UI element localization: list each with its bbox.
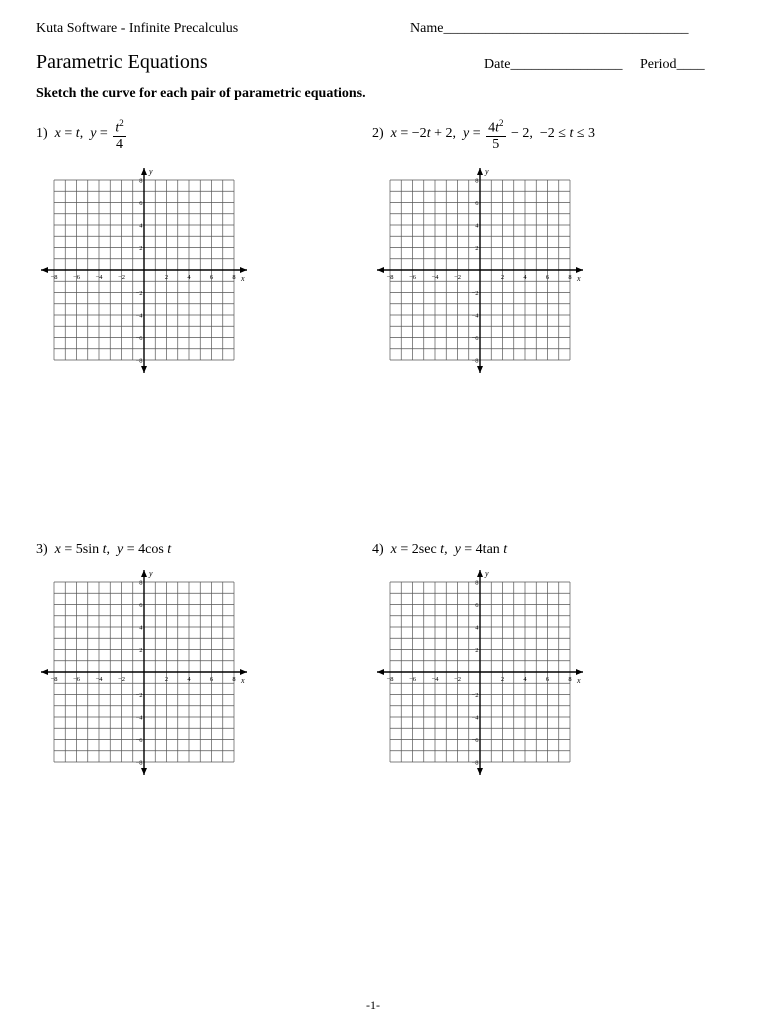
x-tick-label: 2 <box>164 274 169 281</box>
x-tick-label: −6 <box>73 676 80 683</box>
x-tick-label: −4 <box>95 676 103 683</box>
coordinate-grid-4[interactable] <box>374 567 590 787</box>
y-axis-label: y <box>149 569 153 578</box>
y-tick-label: −8 <box>135 759 143 767</box>
y-axis-label: y <box>485 167 489 176</box>
y-tick-label: 8 <box>139 177 143 185</box>
y-tick-label: 6 <box>139 200 143 207</box>
x-tick-label: −2 <box>454 274 461 281</box>
x-axis-arrow-right <box>576 267 583 273</box>
date-line: ________________ <box>510 57 623 72</box>
y-axis-arrow-up <box>141 168 147 175</box>
x-axis-arrow-left <box>41 669 48 675</box>
x-tick-label: 8 <box>232 676 236 683</box>
y-tick-label: 2 <box>475 647 479 654</box>
y-tick-label: −2 <box>135 692 143 699</box>
x-tick-label: 2 <box>164 676 169 683</box>
y-axis-arrow-up <box>477 570 483 577</box>
y-tick-label: −4 <box>471 714 479 722</box>
y-tick-label: 6 <box>139 602 143 609</box>
x-axis-arrow-right <box>576 669 583 675</box>
y-axis-arrow-up <box>141 570 147 577</box>
y-tick-label: −4 <box>135 714 143 722</box>
x-tick-label: 6 <box>209 274 214 281</box>
y-tick-label: −4 <box>471 312 479 320</box>
problem-number: 4) <box>372 542 384 557</box>
x-axis-label: x <box>577 274 581 283</box>
x-tick-label: 2 <box>500 676 505 683</box>
y-tick-label: −6 <box>471 335 479 342</box>
x-tick-label: 8 <box>568 676 572 683</box>
y-tick-label: 2 <box>139 245 143 252</box>
x-tick-label: −8 <box>386 274 394 281</box>
y-tick-label: −8 <box>471 759 479 767</box>
problem-number: 3) <box>36 542 48 557</box>
y-tick-label: 4 <box>475 624 479 632</box>
x-axis-arrow-left <box>377 267 384 273</box>
x-tick-label: −8 <box>386 676 394 683</box>
y-tick-label: 4 <box>139 222 143 230</box>
x-axis-arrow-right <box>240 669 247 675</box>
name-line: ___________________________________ <box>443 21 689 36</box>
date-field[interactable] <box>484 57 622 73</box>
y-axis-label: y <box>485 569 489 578</box>
y-tick-label: 8 <box>139 579 143 587</box>
x-tick-label: −8 <box>50 676 58 683</box>
y-axis-arrow-down <box>141 768 147 775</box>
y-axis-arrow-down <box>477 768 483 775</box>
problem-equation: x = t, y = $\frac{t^2}{4}$ <box>54 118 124 152</box>
x-tick-label: −2 <box>118 676 125 683</box>
coordinate-grid-3[interactable] <box>38 567 254 787</box>
y-tick-label: −2 <box>135 290 143 297</box>
x-tick-label: −6 <box>409 676 416 683</box>
problem-equation: x = −2t + 2, y = $\frac{4t^2}{5}$ − 2, −2 ≤ t ≤ 3 <box>390 118 596 152</box>
x-axis-arrow-right <box>240 267 247 273</box>
software-name: Kuta Software - Infinite Precalculus <box>36 21 239 36</box>
y-axis-arrow-down <box>477 366 483 373</box>
problem-3 <box>36 542 171 558</box>
y-tick-label: 2 <box>139 647 143 654</box>
name-label: Name <box>410 21 444 36</box>
y-tick-label: 2 <box>475 245 479 252</box>
y-tick-label: −2 <box>471 290 479 297</box>
x-tick-label: 4 <box>523 676 527 683</box>
y-tick-label: 8 <box>475 579 479 587</box>
problem-equation: x = 2sec t, y = 4tan t <box>390 542 508 557</box>
x-tick-label: 2 <box>500 274 505 281</box>
y-axis-label: y <box>149 167 153 176</box>
x-tick-label: −4 <box>431 274 439 281</box>
page-number: -1- <box>366 998 380 1012</box>
x-tick-label: 6 <box>545 274 550 281</box>
page-title: Parametric Equations <box>36 51 208 73</box>
x-axis-arrow-left <box>377 669 384 675</box>
y-tick-label: −4 <box>135 312 143 320</box>
x-tick-label: −6 <box>409 274 416 281</box>
x-tick-label: 6 <box>545 676 550 683</box>
x-tick-label: 8 <box>232 274 236 281</box>
y-tick-label: −2 <box>471 692 479 699</box>
y-tick-label: −6 <box>471 737 479 744</box>
problem-4 <box>372 542 507 558</box>
x-tick-label: 4 <box>187 274 191 281</box>
x-tick-label: −2 <box>454 676 461 683</box>
x-tick-label: −4 <box>95 274 103 281</box>
name-field[interactable] <box>410 21 688 37</box>
problem-number: 2) <box>372 126 384 142</box>
y-tick-label: 6 <box>475 602 479 609</box>
y-tick-label: 6 <box>475 200 479 207</box>
y-tick-label: 4 <box>475 222 479 230</box>
x-axis-label: x <box>577 676 581 685</box>
x-tick-label: 8 <box>568 274 572 281</box>
y-tick-label: 8 <box>475 177 479 185</box>
instructions: Sketch the curve for each pair of parametric equations. <box>36 86 366 101</box>
x-tick-label: −8 <box>50 274 58 281</box>
problem-equation: x = 5sin t, y = 4cos t <box>54 542 172 557</box>
y-axis-arrow-up <box>477 168 483 175</box>
date-label: Date <box>484 57 511 72</box>
problem-2 <box>372 116 595 152</box>
problem-1 <box>36 116 128 152</box>
period-line: ____ <box>676 57 705 72</box>
y-axis-arrow-down <box>141 366 147 373</box>
y-tick-label: 4 <box>139 624 143 632</box>
x-tick-label: 6 <box>209 676 214 683</box>
x-axis-label: x <box>241 274 245 283</box>
y-tick-label: −6 <box>135 737 143 744</box>
coordinate-grid-2[interactable] <box>374 165 590 385</box>
x-tick-label: 4 <box>187 676 191 683</box>
y-tick-label: −6 <box>135 335 143 342</box>
x-axis-label: x <box>241 676 245 685</box>
x-tick-label: −4 <box>431 676 439 683</box>
coordinate-grid-1[interactable] <box>38 165 254 385</box>
period-field[interactable] <box>640 57 705 73</box>
problem-number: 1) <box>36 126 48 142</box>
x-tick-label: 4 <box>523 274 527 281</box>
x-axis-arrow-left <box>41 267 48 273</box>
period-label: Period <box>640 57 677 72</box>
y-tick-label: −8 <box>471 357 479 365</box>
y-tick-label: −8 <box>135 357 143 365</box>
x-tick-label: −2 <box>118 274 125 281</box>
x-tick-label: −6 <box>73 274 80 281</box>
